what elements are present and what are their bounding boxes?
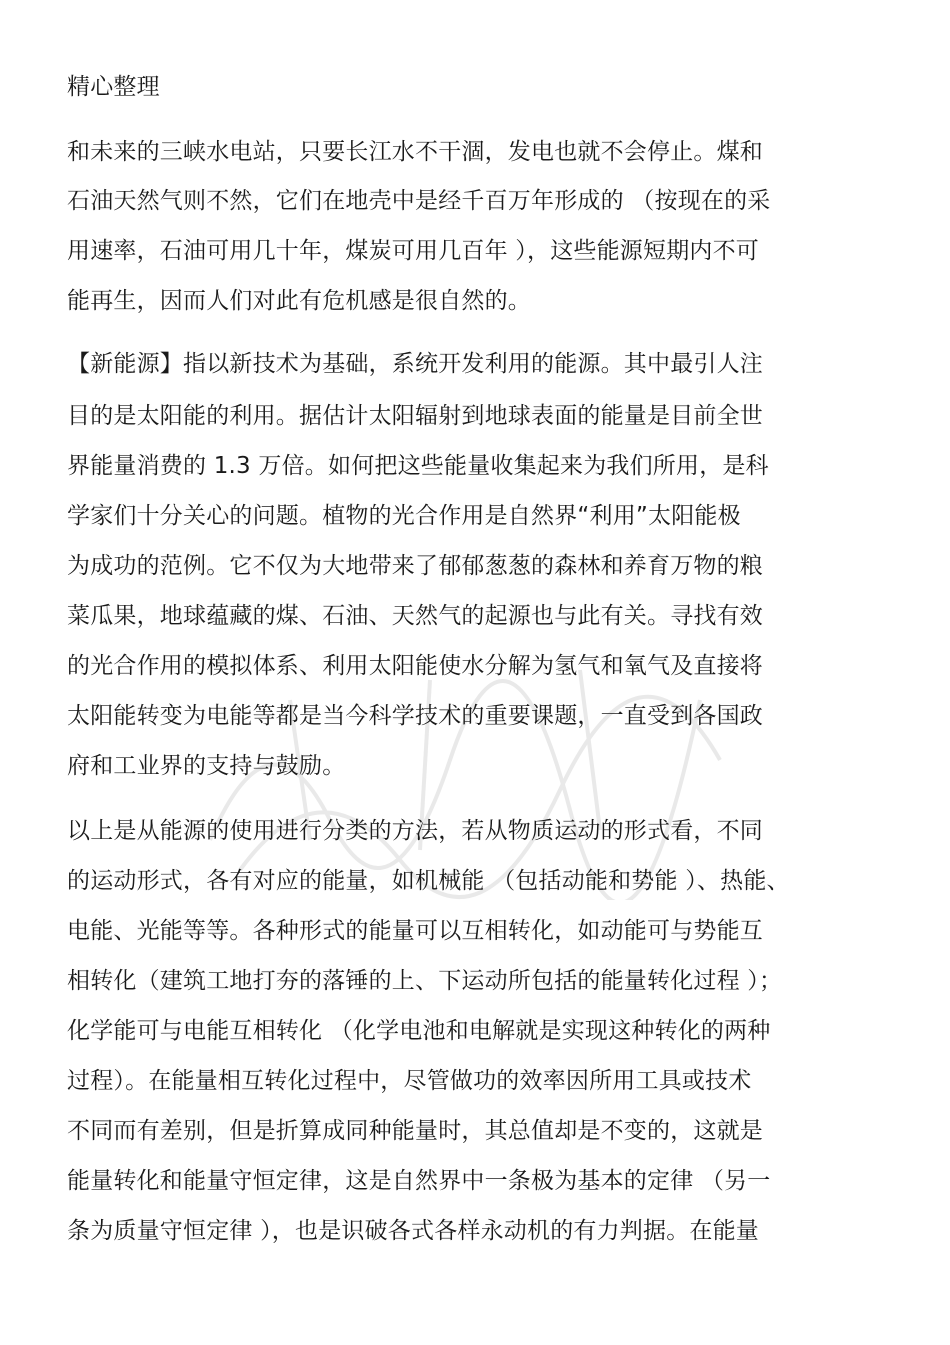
paragraph-2-line-2: 目的是太阳能的利用。据估计太阳辐射到地球表面的能量是目前全世 xyxy=(67,403,763,429)
page-header-title: 精心整理 xyxy=(67,74,160,100)
paragraph-1-line-3: 用速率，石油可用几十年，煤炭可用几百年 ），这些能源短期内不可 xyxy=(67,238,760,264)
paragraph-3-line-7: 不同而有差别，但是折算成同种能量时，其总值却是不变的，这就是 xyxy=(67,1118,763,1144)
paragraph-2-line-7: 的光合作用的模拟体系、利用太阳能使水分解为氢气和氧气及直接将 xyxy=(67,653,763,679)
paragraph-2-line-4: 学家们十分关心的问题。植物的光合作用是自然界“利用”太阳能极 xyxy=(67,503,741,529)
paragraph-3-line-4: 相转化（建筑工地打夯的落锤的上、下运动所包括的能量转化过程 ）； xyxy=(67,968,783,994)
paragraph-3-line-9: 条为质量守恒定律 ），也是识破各式各样永动机的有力判据。在能量 xyxy=(67,1218,760,1244)
paragraph-2-line-9: 府和工业界的支持与鼓励。 xyxy=(67,753,346,779)
paragraph-2-line-5: 为成功的范例。它不仅为大地带来了郁郁葱葱的森林和养育万物的粮 xyxy=(67,553,763,579)
paragraph-3-line-8: 能量转化和能量守恒定律，这是自然界中一条极为基本的定律 （另一 xyxy=(67,1168,771,1194)
paragraph-3-line-5: 化学能可与电能互相转化 （化学电池和电解就是实现这种转化的两种 xyxy=(67,1018,771,1044)
paragraph-3-line-6: 过程）。在能量相互转化过程中，尽管做功的效率因所用工具或技术 xyxy=(67,1068,752,1094)
paragraph-1-line-1: 和未来的三峡水电站，只要长江水不干涸，发电也就不会停止。煤和 xyxy=(67,139,763,165)
paragraph-3-line-3: 电能、光能等等。各种形式的能量可以互相转化，如动能可与势能互 xyxy=(67,918,763,944)
paragraph-2-line-6: 菜瓜果，地球蕴藏的煤、石油、天然气的起源也与此有关。寻找有效 xyxy=(67,603,763,629)
paragraph-3-line-1: 以上是从能源的使用进行分类的方法，若从物质运动的形式看，不同 xyxy=(67,818,763,844)
paragraph-2-line-3: 界能量消费的 1.3 万倍。如何把这些能量收集起来为我们所用，是科 xyxy=(67,453,769,479)
paragraph-1-line-4: 能再生，因而人们对此有危机感是很自然的。 xyxy=(67,288,531,314)
paragraph-2-line-1: 【新能源】指以新技术为基础，系统开发利用的能源。其中最引人注 xyxy=(67,351,763,377)
paragraph-1-line-2: 石油天然气则不然，它们在地壳中是经千百万年形成的 （按现在的采 xyxy=(67,188,771,214)
paragraph-2-line-8: 太阳能转变为电能等都是当今科学技术的重要课题，一直受到各国政 xyxy=(67,703,763,729)
paragraph-3-line-2: 的运动形式，各有对应的能量，如机械能 （包括动能和势能 ）、热能、 xyxy=(67,868,790,894)
